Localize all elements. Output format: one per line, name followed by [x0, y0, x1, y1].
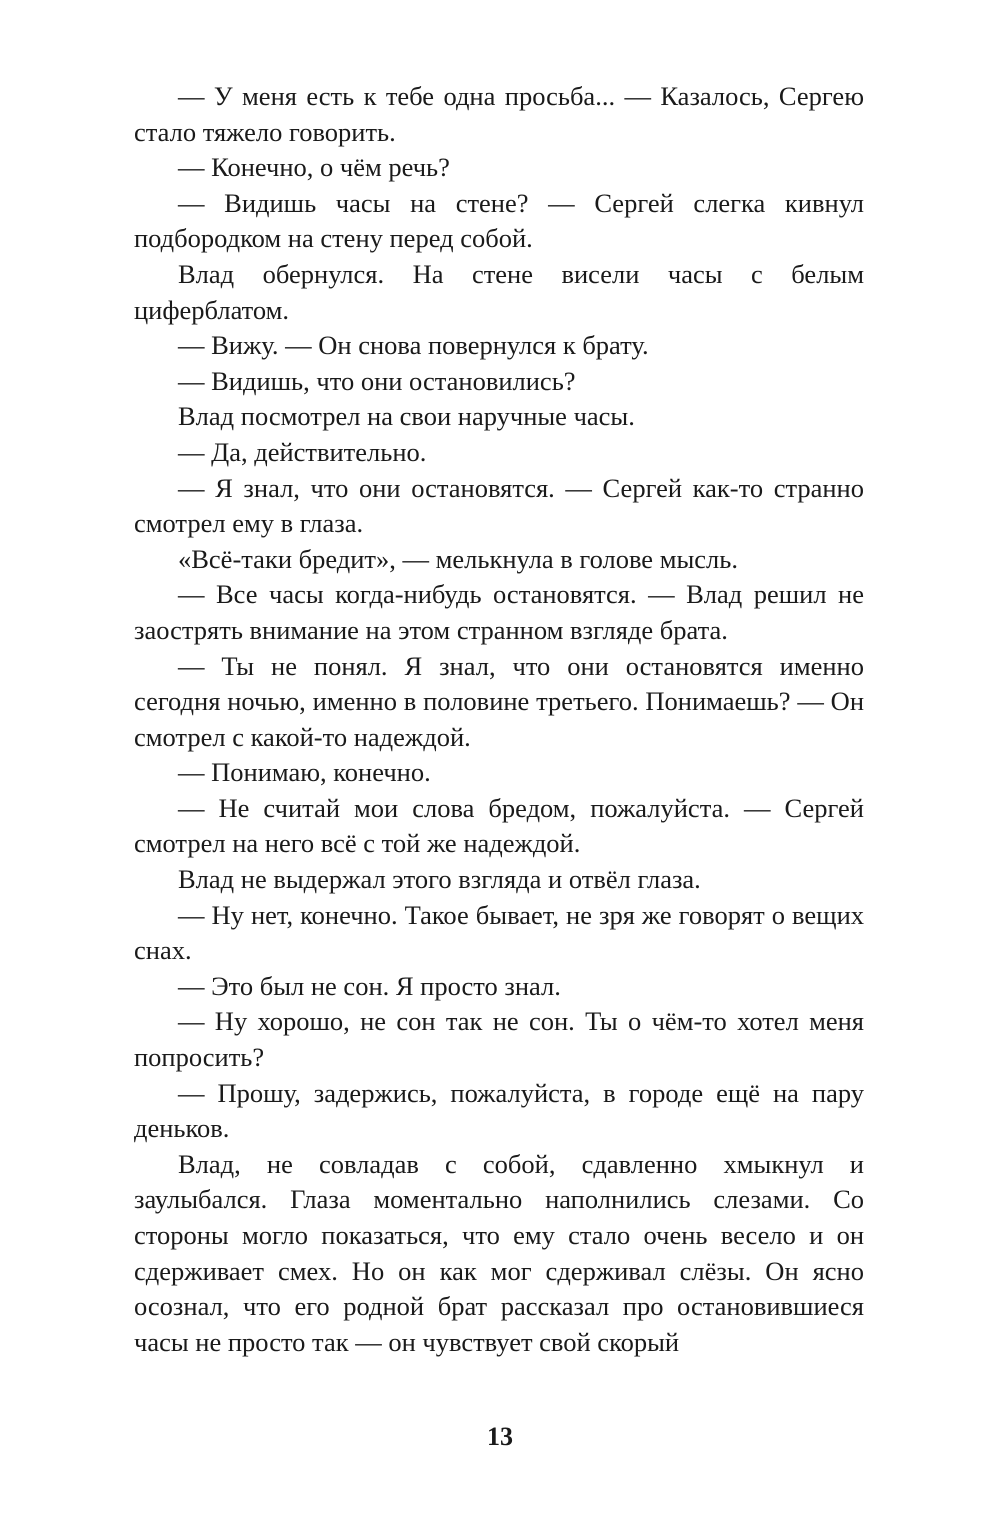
paragraph: — Это был не сон. Я просто знал.: [178, 970, 561, 1001]
paragraph: — Понимаю, конечно.: [178, 757, 431, 788]
paragraph: «Всё-таки бредит», — мелькнула в голове мысль.: [178, 543, 738, 574]
paragraph: — Я знал, что они остановятся. — Сергей как-то странно смотрел ему в глаза.: [134, 472, 864, 539]
paragraph: — Видишь часы на стене? — Сергей слегка кивнул подбородком на стену перед собой.: [134, 187, 864, 254]
paragraph: — Вижу. — Он снова повернулся к брату.: [178, 330, 649, 361]
paragraph: — Ну нет, конечно. Такое бывает, не зря же говорят о вещих снах.: [134, 899, 864, 966]
paragraph: Влад, не совладав с собой, сдавленно хмыкнул и заулыбался. Глаза моментально наполнились слезами. Со стороны могло показаться, что ему стало очень весело и он сдерживает смех. Но он как мог сдерживал слёзы. Он ясно осознал, что его родной брат рассказал про остановившиеся часы не просто так — он чувствует свой скорый: [134, 1148, 864, 1357]
paragraph: — У меня есть к тебе одна просьба... — Казалось, Сергею стало тяжело говорить.: [134, 81, 864, 147]
paragraph: Влад посмотрел на свои наручные часы.: [178, 401, 635, 432]
paragraph: — Конечно, о чём речь?: [178, 152, 450, 183]
paragraph: — Ты не понял. Я знал, что они остановятся именно сегодня ночью, именно в половине третьего. Понимаешь? — Он смотрел с какой-то надеждой.: [134, 650, 864, 752]
paragraph: — Все часы когда-нибудь остановятся. — Влад решил не заострять внимание на этом странном взгляде брата.: [134, 579, 864, 645]
paragraph: — Видишь, что они остановились?: [178, 365, 576, 396]
paragraph: — Ну хорошо, не сон так не сон. Ты о чём-то хотел меня попросить?: [134, 1006, 864, 1073]
paragraph: Влад обернулся. На стене висели часы с белым циферблатом.: [134, 258, 864, 325]
paragraph: — Да, действительно.: [178, 436, 427, 467]
paragraph: — Не считай мои слова бредом, пожалуйста. — Сергей смотрел на него всё с той же надеждой.: [134, 792, 864, 859]
page-body: [134, 79, 864, 1360]
page-number: 13: [487, 1422, 513, 1451]
paragraph: Влад не выдержал этого взгляда и отвёл глаза.: [178, 864, 701, 895]
paragraph: — Прошу, задержись, пожалуйста, в городе ещё на пару деньков.: [134, 1077, 864, 1144]
